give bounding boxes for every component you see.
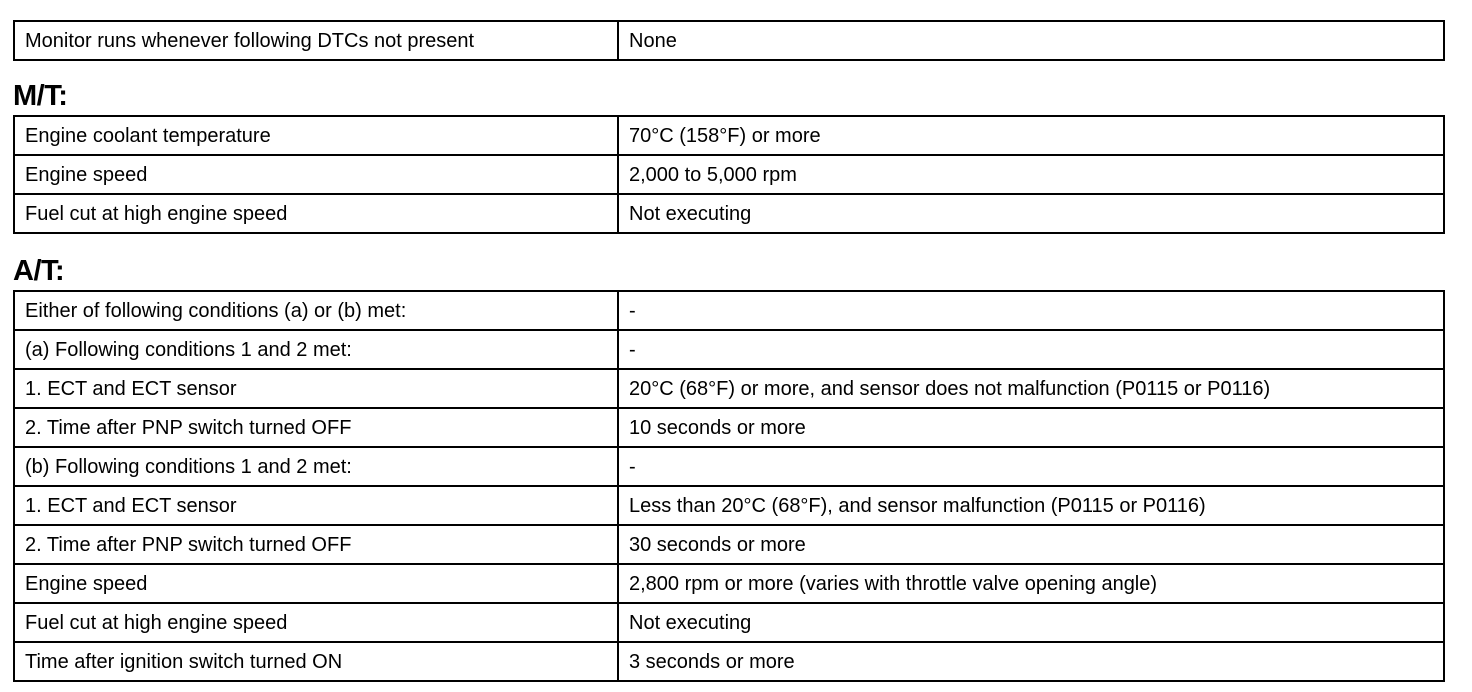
table-row	[14, 525, 1444, 564]
condition-cell: 2. Time after PNP switch turned OFF	[14, 525, 618, 564]
value-cell: 20°C (68°F) or more, and sensor does not malfunction (P0115 or P0116)	[618, 369, 1444, 408]
mt-condition-table	[13, 115, 1445, 234]
value-cell: 30 seconds or more	[618, 525, 1444, 564]
table-row	[14, 447, 1444, 486]
condition-cell: Engine speed	[14, 564, 618, 603]
condition-cell: Either of following conditions (a) or (b) met:	[14, 291, 618, 330]
table-row	[14, 21, 1444, 60]
value-cell: None	[618, 21, 1444, 60]
at-condition-table	[13, 290, 1445, 682]
mt-section-heading: M/T:	[13, 80, 68, 112]
condition-cell: (a) Following conditions 1 and 2 met:	[14, 330, 618, 369]
value-cell: Less than 20°C (68°F), and sensor malfunction (P0115 or P0116)	[618, 486, 1444, 525]
condition-cell: 1. ECT and ECT sensor	[14, 486, 618, 525]
condition-cell: (b) Following conditions 1 and 2 met:	[14, 447, 618, 486]
table-row	[14, 642, 1444, 681]
condition-cell: 1. ECT and ECT sensor	[14, 369, 618, 408]
value-cell: 3 seconds or more	[618, 642, 1444, 681]
table-row	[14, 155, 1444, 194]
value-cell: -	[618, 291, 1444, 330]
table-row	[14, 194, 1444, 233]
condition-cell: Engine speed	[14, 155, 618, 194]
value-cell: Not executing	[618, 603, 1444, 642]
condition-cell: Fuel cut at high engine speed	[14, 603, 618, 642]
value-cell: 10 seconds or more	[618, 408, 1444, 447]
condition-cell: Time after ignition switch turned ON	[14, 642, 618, 681]
condition-cell: 2. Time after PNP switch turned OFF	[14, 408, 618, 447]
table-row	[14, 369, 1444, 408]
value-cell: -	[618, 447, 1444, 486]
value-cell: -	[618, 330, 1444, 369]
value-cell: 70°C (158°F) or more	[618, 116, 1444, 155]
condition-cell: Monitor runs whenever following DTCs not present	[14, 21, 618, 60]
value-cell: 2,000 to 5,000 rpm	[618, 155, 1444, 194]
value-cell: Not executing	[618, 194, 1444, 233]
condition-cell: Fuel cut at high engine speed	[14, 194, 618, 233]
value-cell: 2,800 rpm or more (varies with throttle valve opening angle)	[618, 564, 1444, 603]
dtc-condition-table	[13, 20, 1445, 61]
table-row	[14, 330, 1444, 369]
table-row	[14, 116, 1444, 155]
table-row	[14, 291, 1444, 330]
table-row	[14, 603, 1444, 642]
condition-cell: Engine coolant temperature	[14, 116, 618, 155]
table-row	[14, 408, 1444, 447]
table-row	[14, 564, 1444, 603]
table-row	[14, 486, 1444, 525]
at-section-heading: A/T:	[13, 255, 65, 287]
